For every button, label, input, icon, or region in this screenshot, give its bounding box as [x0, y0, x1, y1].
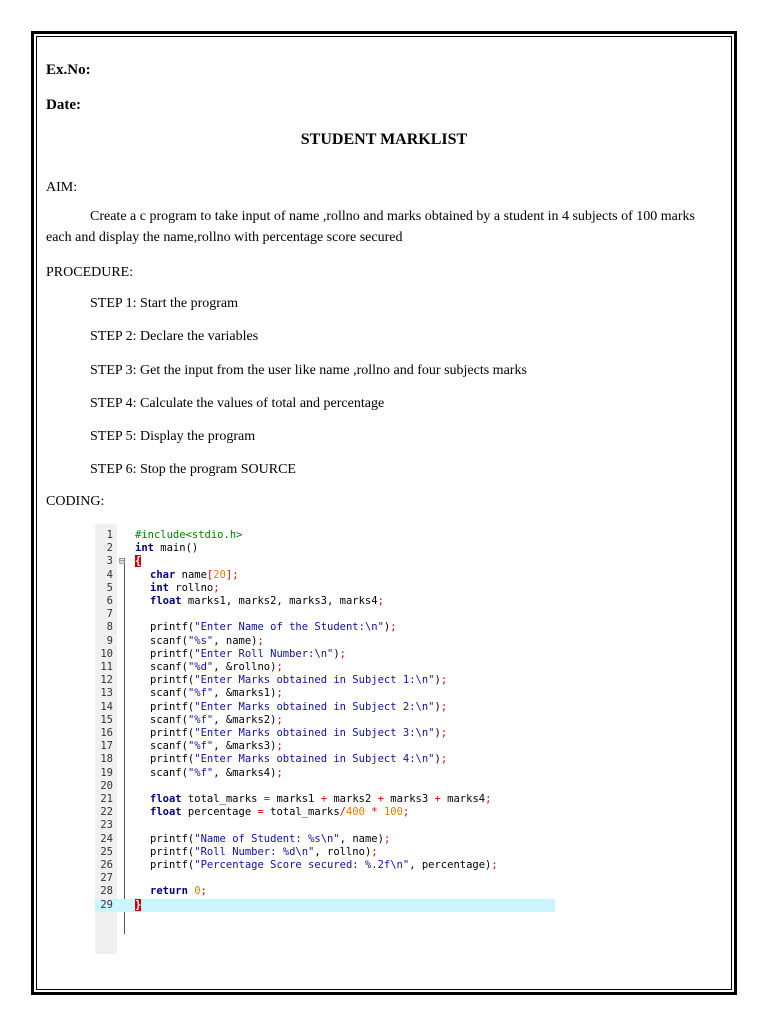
- code-text: #include<stdio.h>: [135, 529, 243, 541]
- code-line: [95, 885, 555, 898]
- aim-text-content: Create a c program to take input of name ,rollno and marks obtained by a student in 4 subjects of 100 marks each and display the name,rollno with percentage score secured: [46, 209, 695, 245]
- code-text: {: [135, 555, 142, 568]
- line-number: 9: [106, 634, 113, 647]
- code-line: [95, 780, 555, 793]
- code-line: [95, 661, 555, 674]
- code-text: printf("Roll Number: %d\n", rollno);: [150, 845, 378, 858]
- line-number: 19: [100, 766, 113, 779]
- code-text: scanf("%s", name);: [150, 634, 264, 647]
- line-number: 22: [100, 806, 113, 819]
- line-number: 5: [106, 581, 113, 594]
- step-5: STEP 5: Display the program: [90, 429, 256, 444]
- code-text: return 0;: [150, 885, 207, 898]
- line-number: 27: [100, 872, 113, 885]
- code-text: int rollno;: [150, 581, 220, 594]
- code-text: scanf("%f", &marks4);: [150, 766, 283, 779]
- code-text: printf("Enter Marks obtained in Subject 3:\n");: [150, 727, 448, 739]
- line-number: 11: [100, 661, 113, 673]
- code-line: [95, 846, 555, 859]
- line-number: 13: [100, 687, 113, 700]
- code-text: printf("Enter Marks obtained in Subject 4:\n");: [150, 753, 448, 766]
- code-text: int main(): [135, 542, 199, 555]
- line-number: 4: [106, 568, 113, 581]
- code-text: float marks1, marks2, marks3, marks4;: [150, 595, 384, 607]
- code-text: scanf("%d", &rollno);: [150, 661, 283, 673]
- line-number: 8: [106, 621, 113, 634]
- code-text: printf("Enter Roll Number:\n");: [150, 647, 346, 660]
- code-line: [95, 899, 555, 912]
- code-line: [95, 859, 555, 872]
- line-number: 12: [100, 674, 113, 687]
- code-line: [95, 833, 555, 846]
- line-number: 3: [106, 555, 113, 568]
- date-label: Date:: [46, 97, 81, 113]
- code-text: printf("Name of Student: %s\n", name);: [150, 832, 391, 845]
- code-text: scanf("%f", &marks3);: [150, 740, 283, 753]
- code-line: [95, 582, 555, 595]
- line-number: 15: [100, 713, 113, 726]
- code-line: [95, 648, 555, 661]
- code-text: printf("Enter Marks obtained in Subject 2:\n");: [150, 700, 448, 713]
- line-number: 28: [100, 885, 113, 898]
- line-number: 23: [100, 819, 113, 832]
- line-number: 26: [100, 859, 113, 871]
- code-line: [95, 555, 555, 568]
- page-title: STUDENT MARKLIST: [300, 131, 468, 148]
- line-number: 25: [100, 845, 113, 858]
- step-3: STEP 3: Get the input from the user like name ,rollno and four subjects marks: [90, 363, 527, 378]
- code-line: [95, 701, 555, 714]
- line-number: 20: [100, 779, 113, 792]
- code-text: printf("Enter Name of the Student:\n");: [150, 621, 397, 634]
- step-6: STEP 6: Stop the program SOURCE: [90, 462, 296, 477]
- code-line: [95, 621, 555, 634]
- code-line: [95, 819, 555, 832]
- line-number: 21: [100, 793, 113, 805]
- code-line: [95, 608, 555, 621]
- coding-heading: CODING:: [46, 494, 105, 509]
- code-line: [95, 595, 555, 608]
- line-number: 17: [100, 740, 113, 753]
- code-line: [95, 793, 555, 806]
- code-text: scanf("%f", &marks2);: [150, 713, 283, 726]
- code-text: float total_marks = marks1 + marks2 + marks3 + marks4;: [150, 793, 492, 805]
- code-screenshot: [95, 524, 555, 954]
- line-number: 10: [100, 647, 113, 660]
- fold-toggle-icon: ⊟: [119, 555, 126, 568]
- line-number: 16: [100, 727, 113, 739]
- code-line: [95, 740, 555, 753]
- line-number: 29: [100, 898, 113, 911]
- line-number: 24: [100, 832, 113, 845]
- code-line: [95, 635, 555, 648]
- code-line: [95, 767, 555, 780]
- code-line: [95, 714, 555, 727]
- aim-heading: AIM:: [46, 180, 78, 195]
- line-number: 14: [100, 700, 113, 713]
- code-line: [95, 674, 555, 687]
- line-number: 2: [106, 542, 113, 555]
- code-text: float percentage = total_marks/400 * 100;: [150, 806, 410, 819]
- procedure-heading: PROCEDURE:: [46, 265, 134, 280]
- code-line: [95, 542, 555, 555]
- code-text: printf("Percentage Score secured: %.2f\n", percentage);: [150, 859, 498, 871]
- step-2: STEP 2: Declare the variables: [90, 329, 259, 344]
- exno-label: Ex.No:: [46, 62, 91, 78]
- code-text: scanf("%f", &marks1);: [150, 687, 283, 700]
- code-line: [95, 806, 555, 819]
- step-4: STEP 4: Calculate the values of total and percentage: [90, 396, 385, 411]
- code-line: [95, 569, 555, 582]
- line-number: 1: [106, 529, 113, 541]
- code-line: [95, 753, 555, 766]
- code-text: }: [135, 898, 142, 911]
- line-number: 6: [106, 595, 113, 607]
- code-line: [95, 727, 555, 740]
- line-number: 18: [100, 753, 113, 766]
- code-text: printf("Enter Marks obtained in Subject 1:\n");: [150, 674, 448, 687]
- aim-text: [46, 206, 716, 248]
- code-line: [95, 872, 555, 885]
- line-number: 7: [106, 608, 113, 621]
- code-line: [95, 687, 555, 700]
- code-line: [95, 529, 555, 542]
- code-text: char name[20];: [150, 568, 239, 581]
- step-1: STEP 1: Start the program: [90, 296, 239, 311]
